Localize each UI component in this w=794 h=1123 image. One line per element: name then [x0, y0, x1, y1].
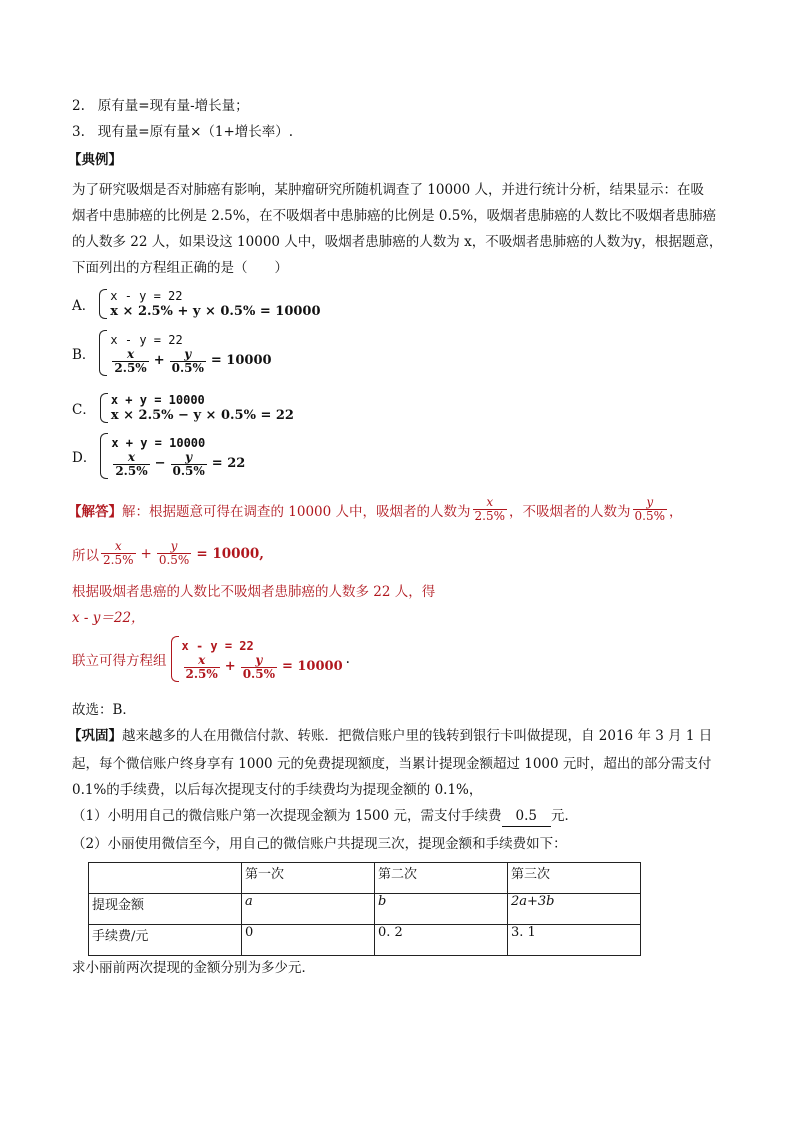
left-brace	[100, 393, 108, 423]
option-a-eq2: x × 2.5% + y × 0.5% = 10000	[110, 304, 321, 319]
fraction: $\frac{y}{0.5\%}$	[171, 346, 204, 375]
option-c-eq1: x + y = 10000	[110, 393, 205, 407]
option-d[interactable]: D． x + y = 10000 $\frac{x}{2.5\%}$ − $\frac{y}{0.5\%}$ = 22	[72, 433, 248, 479]
solution-line-5: 联立可得方程组 x - y = 22 $\frac{x}{2.5\%}$ + $\frac{y}{0.5\%}$ = 10000 .	[72, 636, 350, 682]
solution-answer: 故选：B．	[72, 702, 136, 718]
left-brace	[99, 330, 107, 376]
option-d-eq1: x + y = 10000	[111, 435, 206, 450]
fraction: $\frac{x}{2.5\%}$	[185, 652, 218, 681]
withdrawal-table	[88, 862, 641, 956]
practice-line-1: 【巩固】越来越多的人在用微信付款、转账．把微信账户里的钱转到银行卡叫做提现，自 2016 年 3 月 1 日	[68, 728, 713, 744]
fraction: $\frac{x}{2.5\%}$	[103, 539, 134, 567]
table-row: 第一次 第二次 第三次	[89, 863, 641, 894]
solution-line-3: 根据吸烟者患癌的人数比不吸烟者患肺癌的人数多 22 人，得	[72, 584, 436, 600]
fraction: $\frac{y}{0.5\%}$	[158, 539, 190, 567]
solution-line-1: 【解答】 解：根据题意可得在调查的 10000 人中，吸烟者的人数为 $\frac{x}{2.5\%}$ ，不吸烟者的人数为 $\frac{y}{0.5\%}$ ，	[68, 495, 683, 523]
practice-line: 0.1%的手续费，以后每次提现支付的手续费均为提现金额的 0.1%，	[72, 782, 483, 798]
question-1: （1）小明用自己的微信账户第一次提现金额为 1500 元，需支付手续费 0.5 元．	[72, 806, 578, 827]
question-line: 的人数多 22 人，如果设这 10000 人中，吸烟者患肺癌的人数为 x，不吸烟者患肺癌的人数为y，根据题意，	[72, 234, 723, 250]
table-row: 手续费/元 0 0. 2 3. 1	[89, 925, 641, 956]
option-c-eq2: x × 2.5% − y × 0.5% = 22	[110, 408, 294, 423]
example-heading: 【典例】	[68, 152, 122, 168]
question-line: 为了研究吸烟是否对肺癌有影响，某肿瘤研究所随机调查了 10000 人，并进行统计分析，结果显示：在吸	[72, 182, 705, 198]
fraction: $\frac{x}{2.5\%}$	[114, 346, 147, 375]
table-row: 提现金额 a b 2a+3b	[89, 894, 641, 925]
option-d-label: D．	[72, 450, 97, 466]
practice-line: 起，每个微信账户终身享有 1000 元的免费提现额度，当累计提现金额超过 1000 元时，超出的部分需支付	[72, 756, 712, 772]
option-a-eq1: x - y = 22	[110, 289, 183, 303]
option-a[interactable]	[72, 288, 321, 320]
option-c-label: C．	[72, 402, 96, 418]
fraction: $\frac{y}{0.5\%}$	[242, 652, 275, 681]
option-b[interactable]: B． x - y = 22 $\frac{x}{2.5\%}$ + $\frac{y}{0.5\%}$ = 10000	[72, 330, 275, 376]
left-brace	[171, 636, 179, 682]
solution-tag: 【解答】	[68, 503, 122, 520]
option-b-rhs: = 10000	[210, 353, 272, 368]
final-question: 求小丽前两次提现的金额分别为多少元．	[72, 960, 315, 976]
answer-blank: 0.5	[502, 806, 551, 827]
left-brace	[99, 289, 107, 319]
fraction: $\frac{y}{0.5\%}$	[634, 495, 666, 523]
question-line: 下面列出的方程组正确的是（ ）	[72, 260, 288, 276]
practice-heading: 【巩固】	[68, 728, 122, 744]
solution-line-2: 所以 $\frac{x}{2.5\%}$ + $\frac{y}{0.5\%}$ = 10000,	[72, 539, 264, 567]
formula-item-2: 2. 原有量=现有量-增长量；	[72, 98, 249, 114]
option-a-label: A．	[72, 298, 96, 314]
solution-line-4: x - y＝22，	[72, 610, 145, 626]
option-d-rhs: = 22	[211, 456, 246, 471]
option-c[interactable]	[72, 392, 294, 424]
formula-item-3: 3. 现有量=原有量×（1+增长率）.	[72, 124, 294, 140]
left-brace	[100, 433, 108, 479]
option-b-eq1: x - y = 22	[110, 332, 183, 347]
fraction: $\frac{x}{2.5\%}$	[115, 449, 148, 478]
question-2: （2）小丽使用微信至今，用自己的微信账户共提现三次，提现金额和手续费如下：	[72, 836, 567, 852]
fraction: $\frac{y}{0.5\%}$	[172, 449, 205, 478]
option-b-label: B．	[72, 347, 96, 363]
fraction: $\frac{x}{2.5\%}$	[474, 495, 506, 523]
question-line: 烟者中患肺癌的比例是 2.5%，在不吸烟者中患肺癌的比例是 0.5%，吸烟者患肺癌的人数比不吸烟者患肺癌	[72, 208, 717, 224]
